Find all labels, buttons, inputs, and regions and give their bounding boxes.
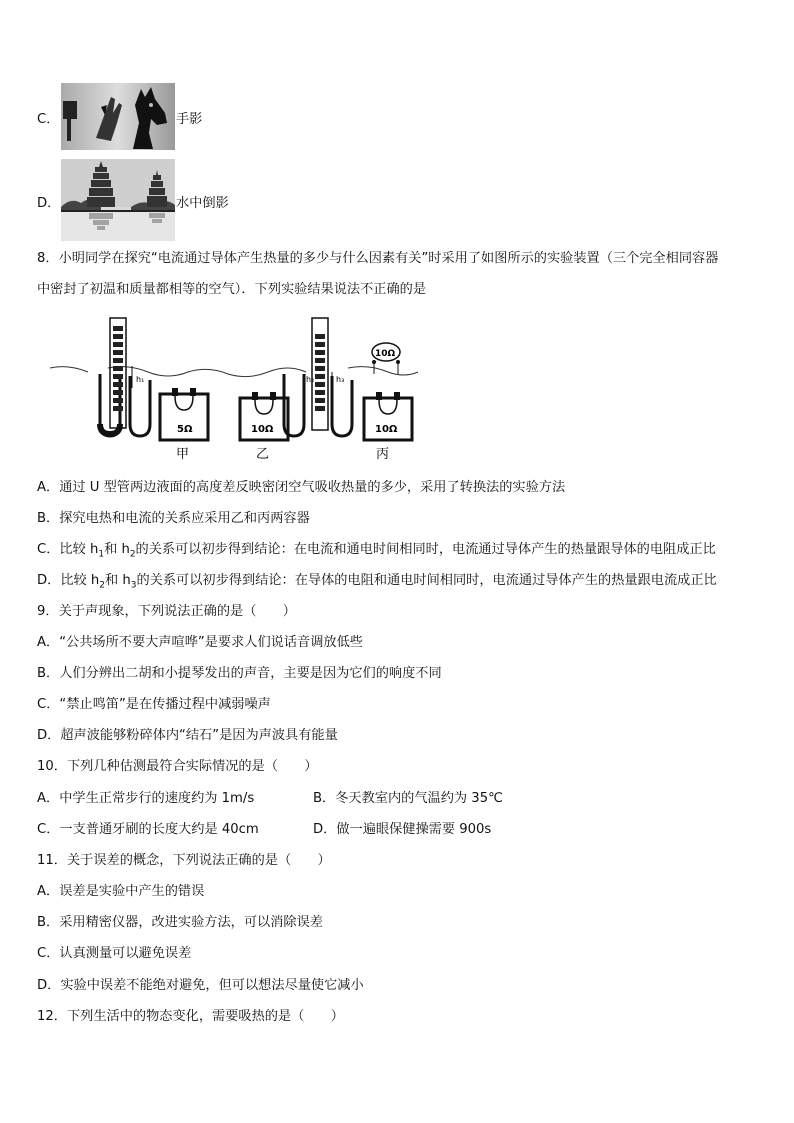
h3-label: h₃ — [336, 375, 345, 384]
label-jia: 甲 — [176, 447, 190, 462]
q10-option-a: A．中学生正常步行的速度约为 1m/s — [37, 791, 255, 806]
q11-option-b: B．采用精密仪器，改进实验方法，可以消除误差 — [37, 915, 323, 930]
resistor-jia-label: 5Ω — [177, 424, 193, 435]
q11-option-a: A．误差是实验中产生的错误 — [37, 884, 205, 899]
option-d-letter: D． — [37, 196, 61, 211]
q11-option-c: C．认真测量可以避免误差 — [37, 946, 192, 961]
resistor-bing-label: 10Ω — [375, 424, 398, 435]
label-yi: 乙 — [256, 447, 270, 462]
resistor-yi-label: 10Ω — [251, 424, 274, 435]
resistor-external-label: 10Ω — [375, 349, 396, 359]
hand-shadow-image — [61, 83, 175, 150]
q8-option-d: D．比较 $h_2$和 $h_3$的关系可以初步得到结论：在导体的电阻和通电时间相同时，电流通过导体产生的热量跟电流成正比 — [37, 573, 717, 591]
q9-option-d: D．超声波能够粉碎体内“结石”是因为声波具有能量 — [37, 728, 338, 743]
q9-option-a: A．“公共场所不要大声喧哗”是要求人们说话音调放低些 — [37, 635, 363, 650]
option-d-caption: 水中倒影 — [176, 196, 229, 211]
h1-label: h₁ — [136, 375, 145, 384]
q9-option-c: C．“禁止鸣笛”是在传播过程中减弱噪声 — [37, 697, 271, 712]
q11-option-d: D．实验中误差不能绝对避免，但可以想法尽量使它减小 — [37, 978, 364, 993]
q8-stem-line2: 中密封了初温和质量都相等的空气）．下列实验结果说法不正确的是 — [37, 282, 427, 297]
q10-option-c: C．一支普通牙刷的长度大约是 40cm — [37, 822, 259, 837]
q8-option-c: C．比较 $h_1$和 $h_2$的关系可以初步得到结论：在电流和通电时间相同时，电流通过导体产生的热量跟导体的电阻成正比 — [37, 542, 716, 560]
q8-option-b: B．探究电热和电流的关系应采用乙和丙两容器 — [37, 511, 310, 526]
q9-stem: 9．关于声现象，下列说法正确的是（ ） — [37, 604, 296, 619]
q8-stem-line1: 8．小明同学在探究“电流通过导体产生热量的多少与什么因素有关”时采用了如图所示的实验装置（三个完全相同容器 — [37, 251, 719, 266]
q12-stem: 12．下列生活中的物态变化，需要吸热的是（ ） — [37, 1009, 344, 1024]
q11-stem: 11．关于误差的概念，下列说法正确的是（ ） — [37, 853, 331, 868]
q8-experiment-diagram — [48, 316, 420, 466]
q10-stem: 10．下列几种估测最符合实际情况的是（ ） — [37, 759, 318, 774]
label-bing: 丙 — [376, 447, 390, 462]
q10-option-d: D．做一遍眼保健操需要 900s — [313, 822, 492, 837]
h2-label: h₂ — [306, 375, 315, 384]
option-c-letter: C． — [37, 112, 60, 127]
option-c-caption: 手影 — [176, 112, 203, 127]
q8-option-a: A．通过 U 型管两边液面的高度差反映密闭空气吸收热量的多少，采用了转换法的实验方法 — [37, 480, 566, 495]
q9-option-b: B．人们分辨出二胡和小提琴发出的声音，主要是因为它们的响度不同 — [37, 666, 442, 681]
pagoda-reflection-image — [61, 159, 175, 241]
q10-option-b: B．冬天教室内的气温约为 35℃ — [313, 791, 503, 806]
